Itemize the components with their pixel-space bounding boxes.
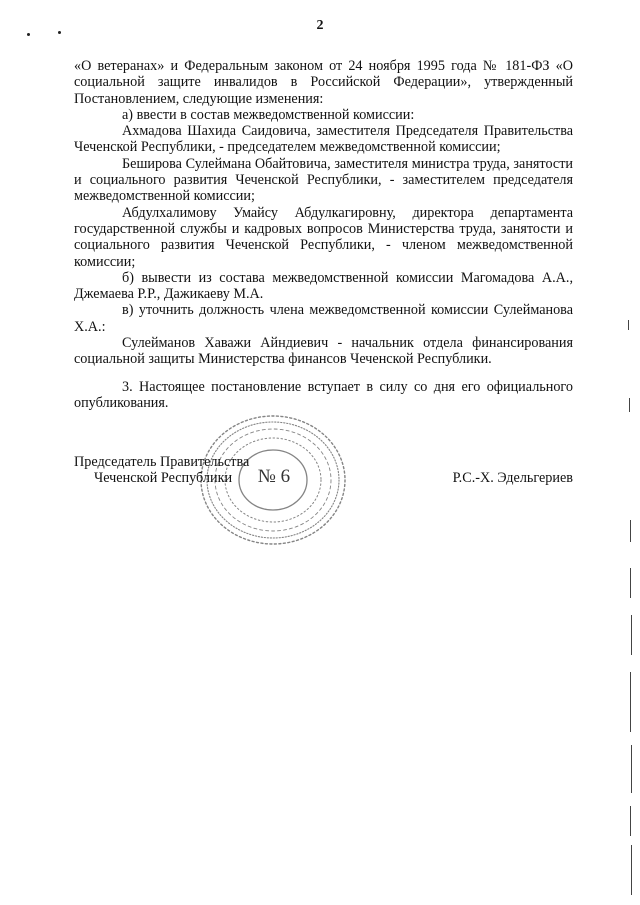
scan-dot <box>27 33 30 36</box>
paragraph-intro: «О ветеранах» и Федеральным законом от 24 ноября 1995 года № 181-ФЗ «О социальной защите инвалидов в Российской Федерации», утвержденный Постановлением, следующие изменения: <box>74 58 573 107</box>
paragraph-member-abdulkhalimova: Абдулхалимову Умайсу Абдулкагировну, директора департамента государственной службы и кадровых вопросов Министерства труда, занятости и социального развития Чеченской Республики, - членом межведомственной комиссии; <box>74 204 573 270</box>
paragraph-member-beshirov: Беширова Сулеймана Обайтовича, заместителя министра труда, занятости и социального развития Чеченской Республики, - заместителем председателя межведомственной комиссии; <box>74 155 573 205</box>
signatory-title-line1: Председатель Правительства <box>74 454 250 470</box>
paragraph-item-a: а) ввести в состав межведомственной комиссии: <box>122 106 415 123</box>
paragraph-item-b: б) вывести из состава межведомственной комиссии Магомадова А.А., Джемаева Р.Р., Дажикаеву М.А. <box>74 269 573 303</box>
signatory-title-line2: Чеченской Республики <box>94 470 233 486</box>
signatory-name: Р.С.-Х. Эдельгериев <box>452 470 573 486</box>
signature-block <box>74 454 573 514</box>
page-number: 2 <box>316 18 324 33</box>
paragraph-item-v: в) уточнить должность члена межведомственной комиссии Сулейманова Х.А.: <box>74 302 573 335</box>
paragraph-member-suleymanov: Сулейманов Хаважи Айндиевич - начальник отдела финансирования социальной защиты Министерства финансов Чеченской Республики. <box>74 335 573 368</box>
scan-edge-marks <box>626 0 640 905</box>
paragraph-member-akhmadov: Ахмадова Шахида Саидовича, заместителя Председателя Правительства Чеченской Республики, - председателем межведомственной комиссии; <box>74 123 573 156</box>
document-body <box>74 58 573 411</box>
scan-dot <box>58 31 61 34</box>
seal-number: № 6 <box>257 466 291 487</box>
paragraph-effective-date: 3. Настоящее постановление вступает в силу со дня его официального опубликования. <box>74 378 573 411</box>
